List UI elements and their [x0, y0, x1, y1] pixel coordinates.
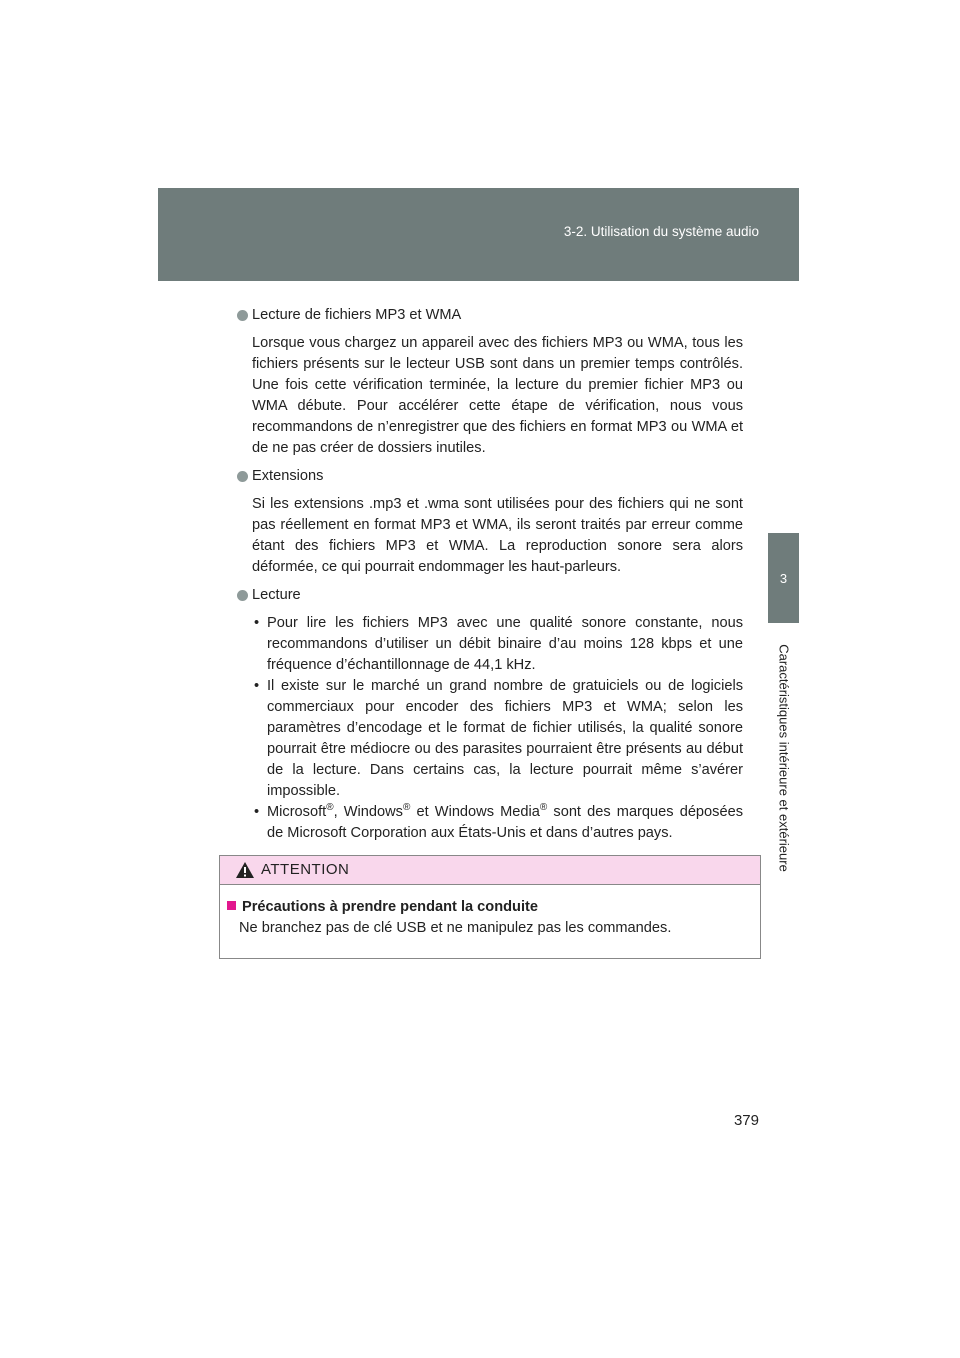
sub-list [237, 613, 743, 844]
section-heading [237, 466, 743, 487]
square-bullet-icon [227, 901, 236, 910]
section-paragraph: Lorsque vous chargez un appareil avec des fichiers MP3 ou WMA, tous les fichiers présents sur le lecteur USB sont dans un premier temps contrôlés. Une fois cette vérification terminée, la lecture du premier fichier MP3 ou WMA débute. Pour accélérer cette étape de vérification, nous vous recommandons de n’enregistrer que des fichiers en format MP3 ou WMA et de ne pas créer de dossiers inutiles. [252, 335, 743, 456]
section-lecture [237, 585, 743, 844]
registered-mark: ® [326, 802, 334, 813]
caution-subheading-text: Précautions à prendre pendant la conduite [242, 899, 538, 915]
registered-mark: ® [402, 802, 411, 813]
trademark-windows: Windows [343, 804, 403, 820]
bullet-dot-icon [237, 590, 248, 601]
chapter-label-text: Caractéristiques intérieure et extérieure [776, 644, 791, 872]
section-heading [237, 585, 743, 606]
warning-icon [235, 861, 255, 879]
section-extensions [237, 466, 743, 578]
list-item [252, 613, 743, 676]
chapter-label [768, 630, 799, 886]
list-bullet: • [254, 615, 260, 631]
list-item-text: Il existe sur le marché un grand nombre de gratuiciels ou de logiciels commerciaux pour encoder des fichiers MP3 et WMA; selon les paramètres d’encodage et le format de fichier utilisés, la qualité sonore pourrait être médiocre ou des parasites pourraient être présents au début de la lecture. Dans certains cas, la lecture pourrait même s’avérer impossible. [267, 678, 743, 799]
trademark-windows-media: et Windows Media [410, 804, 540, 820]
list-bullet: • [254, 804, 260, 820]
section-heading-text: Lecture de fichiers MP3 et WMA [252, 307, 462, 323]
main-content [237, 305, 743, 851]
caution-body [220, 885, 760, 936]
list-item-text: Pour lire les fichiers MP3 avec une qualité sonore constante, nous recommandons d’utiliser un débit binaire d’au moins 128 kbps et une fréquence d’échantillonnage de 44,1 kHz. [267, 615, 743, 673]
caution-title: ATTENTION [261, 861, 350, 878]
trademark-microsoft: Microsoft [267, 804, 327, 820]
section-mp3-wma [237, 305, 743, 459]
list-item [252, 676, 743, 802]
chapter-number: 3 [779, 571, 788, 586]
section-heading-text: Extensions [252, 468, 324, 484]
caution-text: Ne branchez pas de clé USB et ne manipulez pas les commandes. [239, 920, 672, 936]
trademark-rest: sont des marques déposées de Microsoft Corporation aux États-Unis et dans d’autres pays. [267, 804, 743, 841]
section-paragraph: Si les extensions .mp3 et .wma sont utilisées pour des fichiers qui ne sont pas réellement en format MP3 et WMA, ils seront traités par erreur comme étant des fichiers MP3 et WMA. La reproduction sonore sera alors déformée, ce qui pourrait endommager les haut-parleurs. [252, 496, 743, 575]
registered-mark: ® [539, 802, 548, 813]
section-heading [237, 305, 743, 326]
caution-header [220, 856, 760, 885]
page-number: 379 [733, 1112, 759, 1129]
chapter-tab [768, 533, 799, 623]
caution-box [219, 855, 761, 959]
bullet-dot-icon [237, 471, 248, 482]
section-title: 3-2. Utilisation du système audio [563, 224, 759, 239]
list-item-trademark [252, 802, 743, 844]
caution-subheading [227, 899, 760, 915]
bullet-dot-icon [237, 310, 248, 321]
header-band [158, 188, 799, 281]
list-bullet: • [254, 678, 260, 694]
trademark-sep: , [333, 804, 344, 820]
section-heading-text: Lecture [252, 587, 301, 603]
